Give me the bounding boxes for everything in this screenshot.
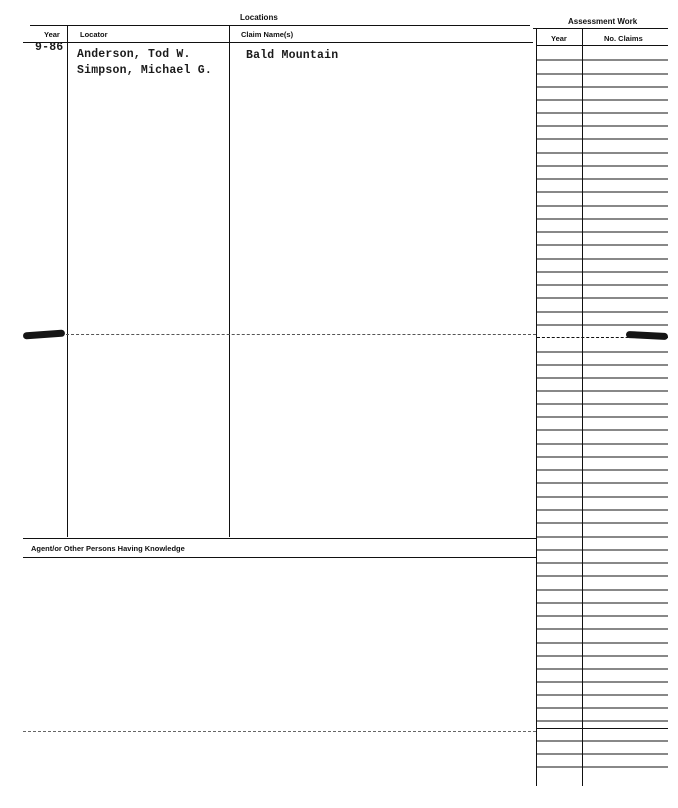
column-header-locator: Locator bbox=[80, 30, 108, 39]
entry-claim-name: Bald Mountain bbox=[246, 49, 339, 62]
assessment-work-title: Assessment Work bbox=[568, 17, 638, 26]
entry-year: 9-86 bbox=[35, 41, 64, 54]
agent-section-label: Agent/or Other Persons Having Knowledge bbox=[31, 544, 185, 553]
entry-locator-2: Simpson, Michael G. bbox=[77, 64, 212, 77]
entry-locator-1: Anderson, Tod W. bbox=[77, 48, 191, 61]
fold-line-lower-assessment bbox=[537, 728, 668, 729]
column-header-assessment-year: Year bbox=[551, 34, 567, 43]
fold-line-lower bbox=[23, 731, 536, 732]
locations-title: Locations bbox=[240, 13, 278, 22]
fold-line-upper bbox=[66, 334, 536, 335]
column-header-year: Year bbox=[44, 30, 60, 39]
column-header-claim-names: Claim Name(s) bbox=[241, 30, 294, 39]
column-header-number-of-claims: No. Claims bbox=[604, 34, 643, 43]
